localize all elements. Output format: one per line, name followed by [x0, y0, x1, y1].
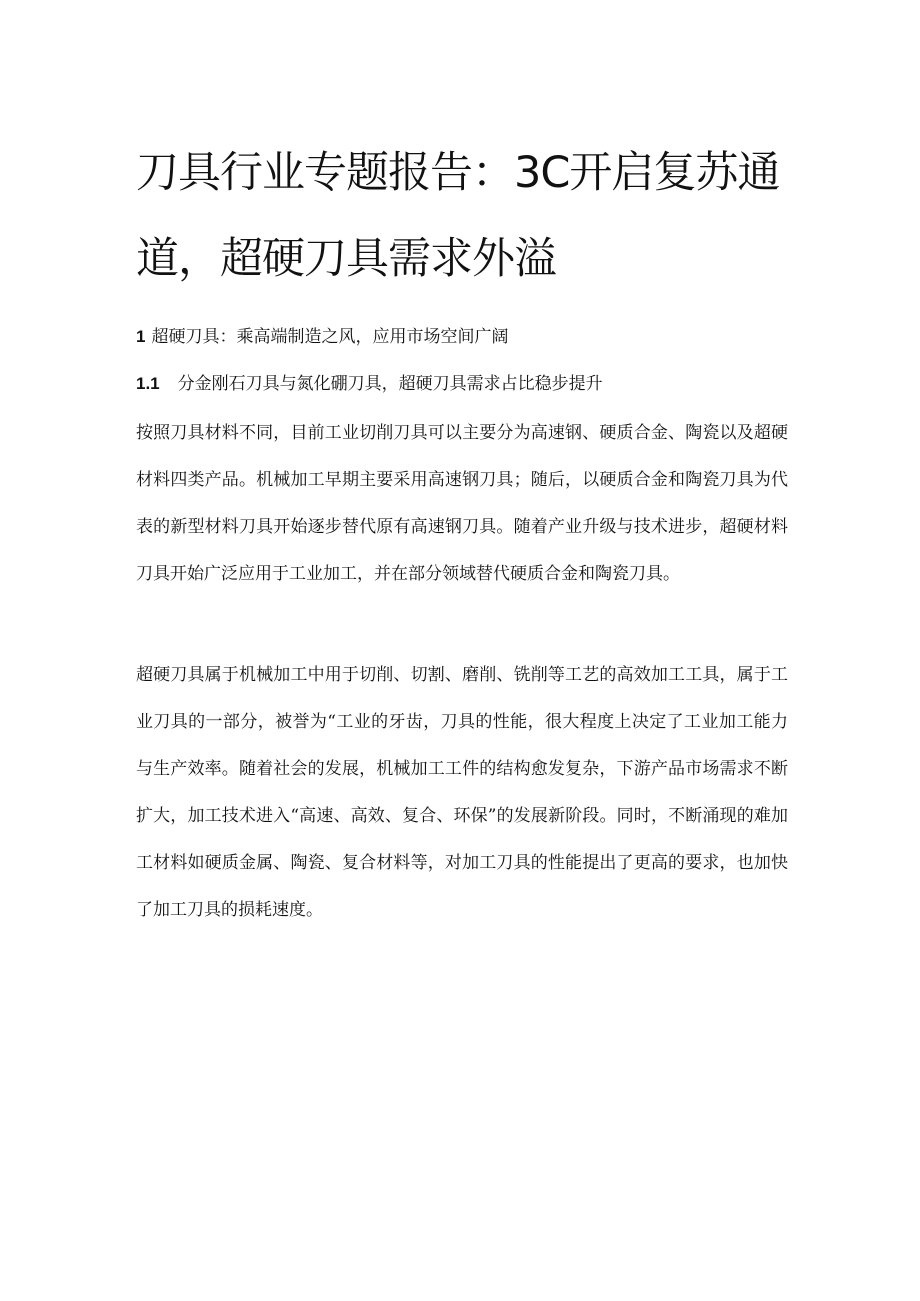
subsection-title: 分金刚石刀具与氮化硼刀具，超硬刀具需求占比稳步提升	[177, 374, 603, 394]
section-heading-1	[136, 326, 508, 348]
paragraph-1: 按照刀具材料不同，目前工业切削刀具可以主要分为高速钢、硬质合金、陶瓷以及超硬材料四类产品。机械加工早期主要采用高速钢刀具；随后，以硬质合金和陶瓷刀具为代表的新型材料刀具开始逐步替代原有高速钢刀具。随着产业升级与技术进步，超硬材料刀具开始广泛应用于工业加工，并在部分领域替代硬质合金和陶瓷刀具。	[136, 423, 788, 584]
section-number: 1	[136, 327, 146, 346]
section-heading-1-1	[136, 373, 603, 395]
subsection-number: 1.1	[136, 374, 160, 393]
document-title: 刀具行业专题报告：3C开启复苏通道，超硬刀具需求外溢	[136, 148, 780, 284]
paragraph-2: 超硬刀具属于机械加工中用于切削、切割、磨削、铣削等工艺的高效加工工具，属于工业刀具的一部分，被誉为“工业的牙齿，刀具的性能，很大程度上决定了工业加工能力与生产效率。随着社会的发展，机械加工工件的结构愈发复杂，下游产品市场需求不断扩大，加工技术进入“高速、高效、复合、环保”的发展新阶段。同时，不断涌现的难加工材料如硬质金属、陶瓷、复合材料等，对加工刀具的性能提出了更高的要求，也加快了加工刀具的损耗速度。	[136, 665, 788, 920]
section-title: 超硬刀具：乘高端制造之风，应用市场空间广阔	[151, 327, 509, 347]
